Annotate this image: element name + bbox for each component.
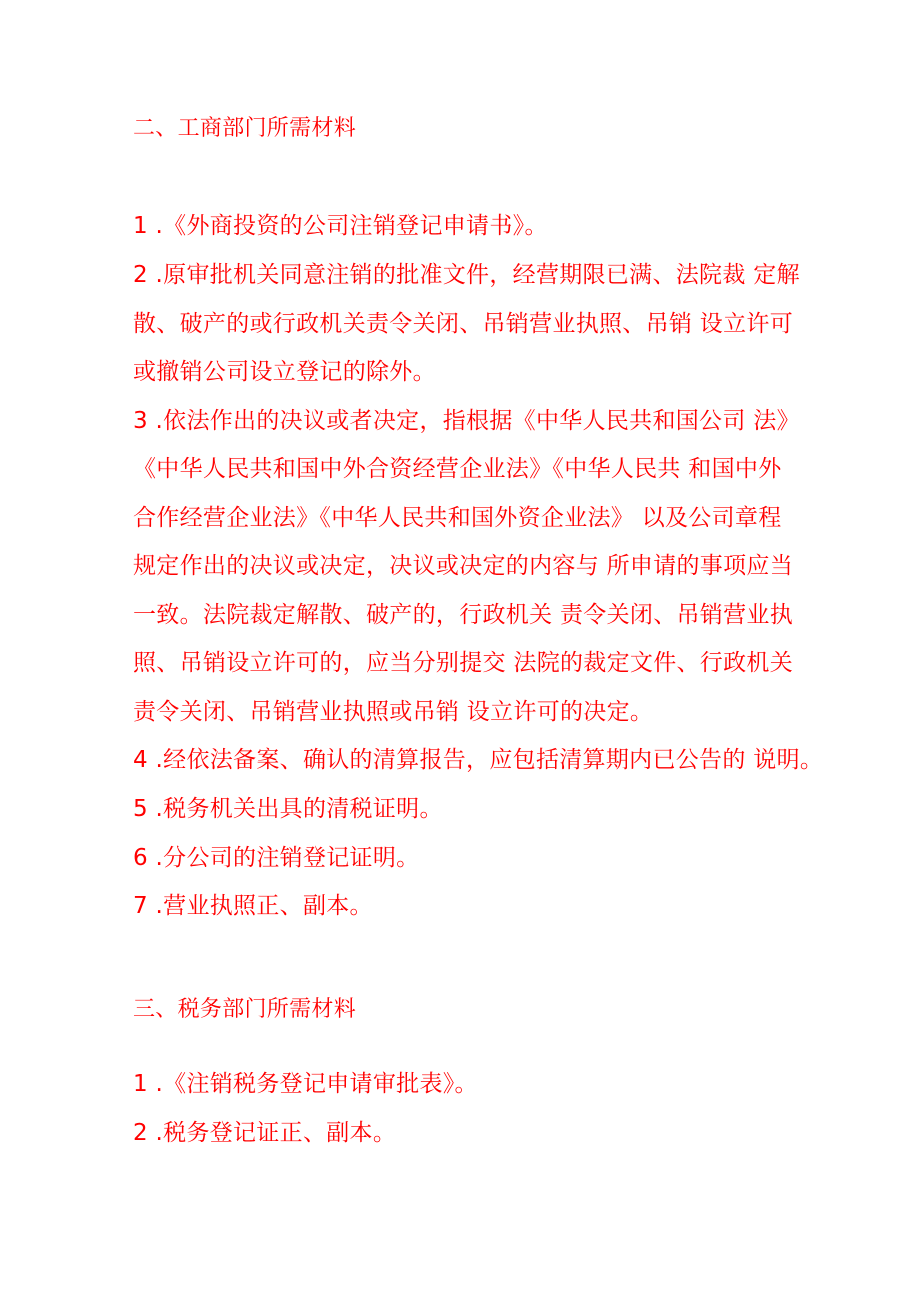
- list-item-continuation: 一致。法院裁定解散、破产的，行政机关 责令关闭、吊销营业执: [133, 602, 794, 628]
- list-item: 6 .分公司的注销登记证明。: [133, 845, 420, 871]
- section-heading-business: 二、工商部门所需材料: [133, 116, 357, 141]
- list-item-continuation: 《中华人民共和国中外合资经营企业法》《中华人民共 和国中外: [133, 456, 782, 482]
- list-item: 1 .《注销税务登记申请审批表》。: [133, 1071, 478, 1097]
- list-item: 2 .税务登记证正、副本。: [133, 1120, 397, 1146]
- list-item-continuation: 照、吊销设立许可的，应当分别提交 法院的裁定文件、行政机关: [133, 650, 794, 676]
- list-item: 5 .税务机关出具的清税证明。: [133, 796, 443, 822]
- list-item-continuation: 散、破产的或行政机关责令关闭、吊销营业执照、吊销 设立许可: [133, 311, 794, 337]
- list-item-continuation: 或撤销公司设立登记的除外。: [133, 359, 436, 385]
- list-item: 7 .营业执照正、副本。: [133, 893, 373, 919]
- list-item-continuation: 责令关闭、吊销营业执照或吊销 设立许可的决定。: [133, 699, 654, 725]
- list-item-continuation: 合作经营企业法》《中华人民共和国外资企业法》 以及公司章程: [133, 505, 782, 531]
- list-item-continuation: 规定作出的决议或决定，决议或决定的内容与 所申请的事项应当: [133, 553, 794, 579]
- list-item: 1 .《外商投资的公司注销登记申请书》。: [133, 213, 548, 239]
- list-item: 2 .原审批机关同意注销的批准文件，经营期限已满、法院裁 定解: [133, 262, 800, 288]
- list-item: 4 .经依法备案、确认的清算报告，应包括清算期内已公告的 说明。: [133, 747, 824, 773]
- section-heading-tax: 三、税务部门所需材料: [133, 997, 357, 1022]
- list-item: 3 .依法作出的决议或者决定，指根据《中华人民共和国公司 法》: [133, 408, 800, 434]
